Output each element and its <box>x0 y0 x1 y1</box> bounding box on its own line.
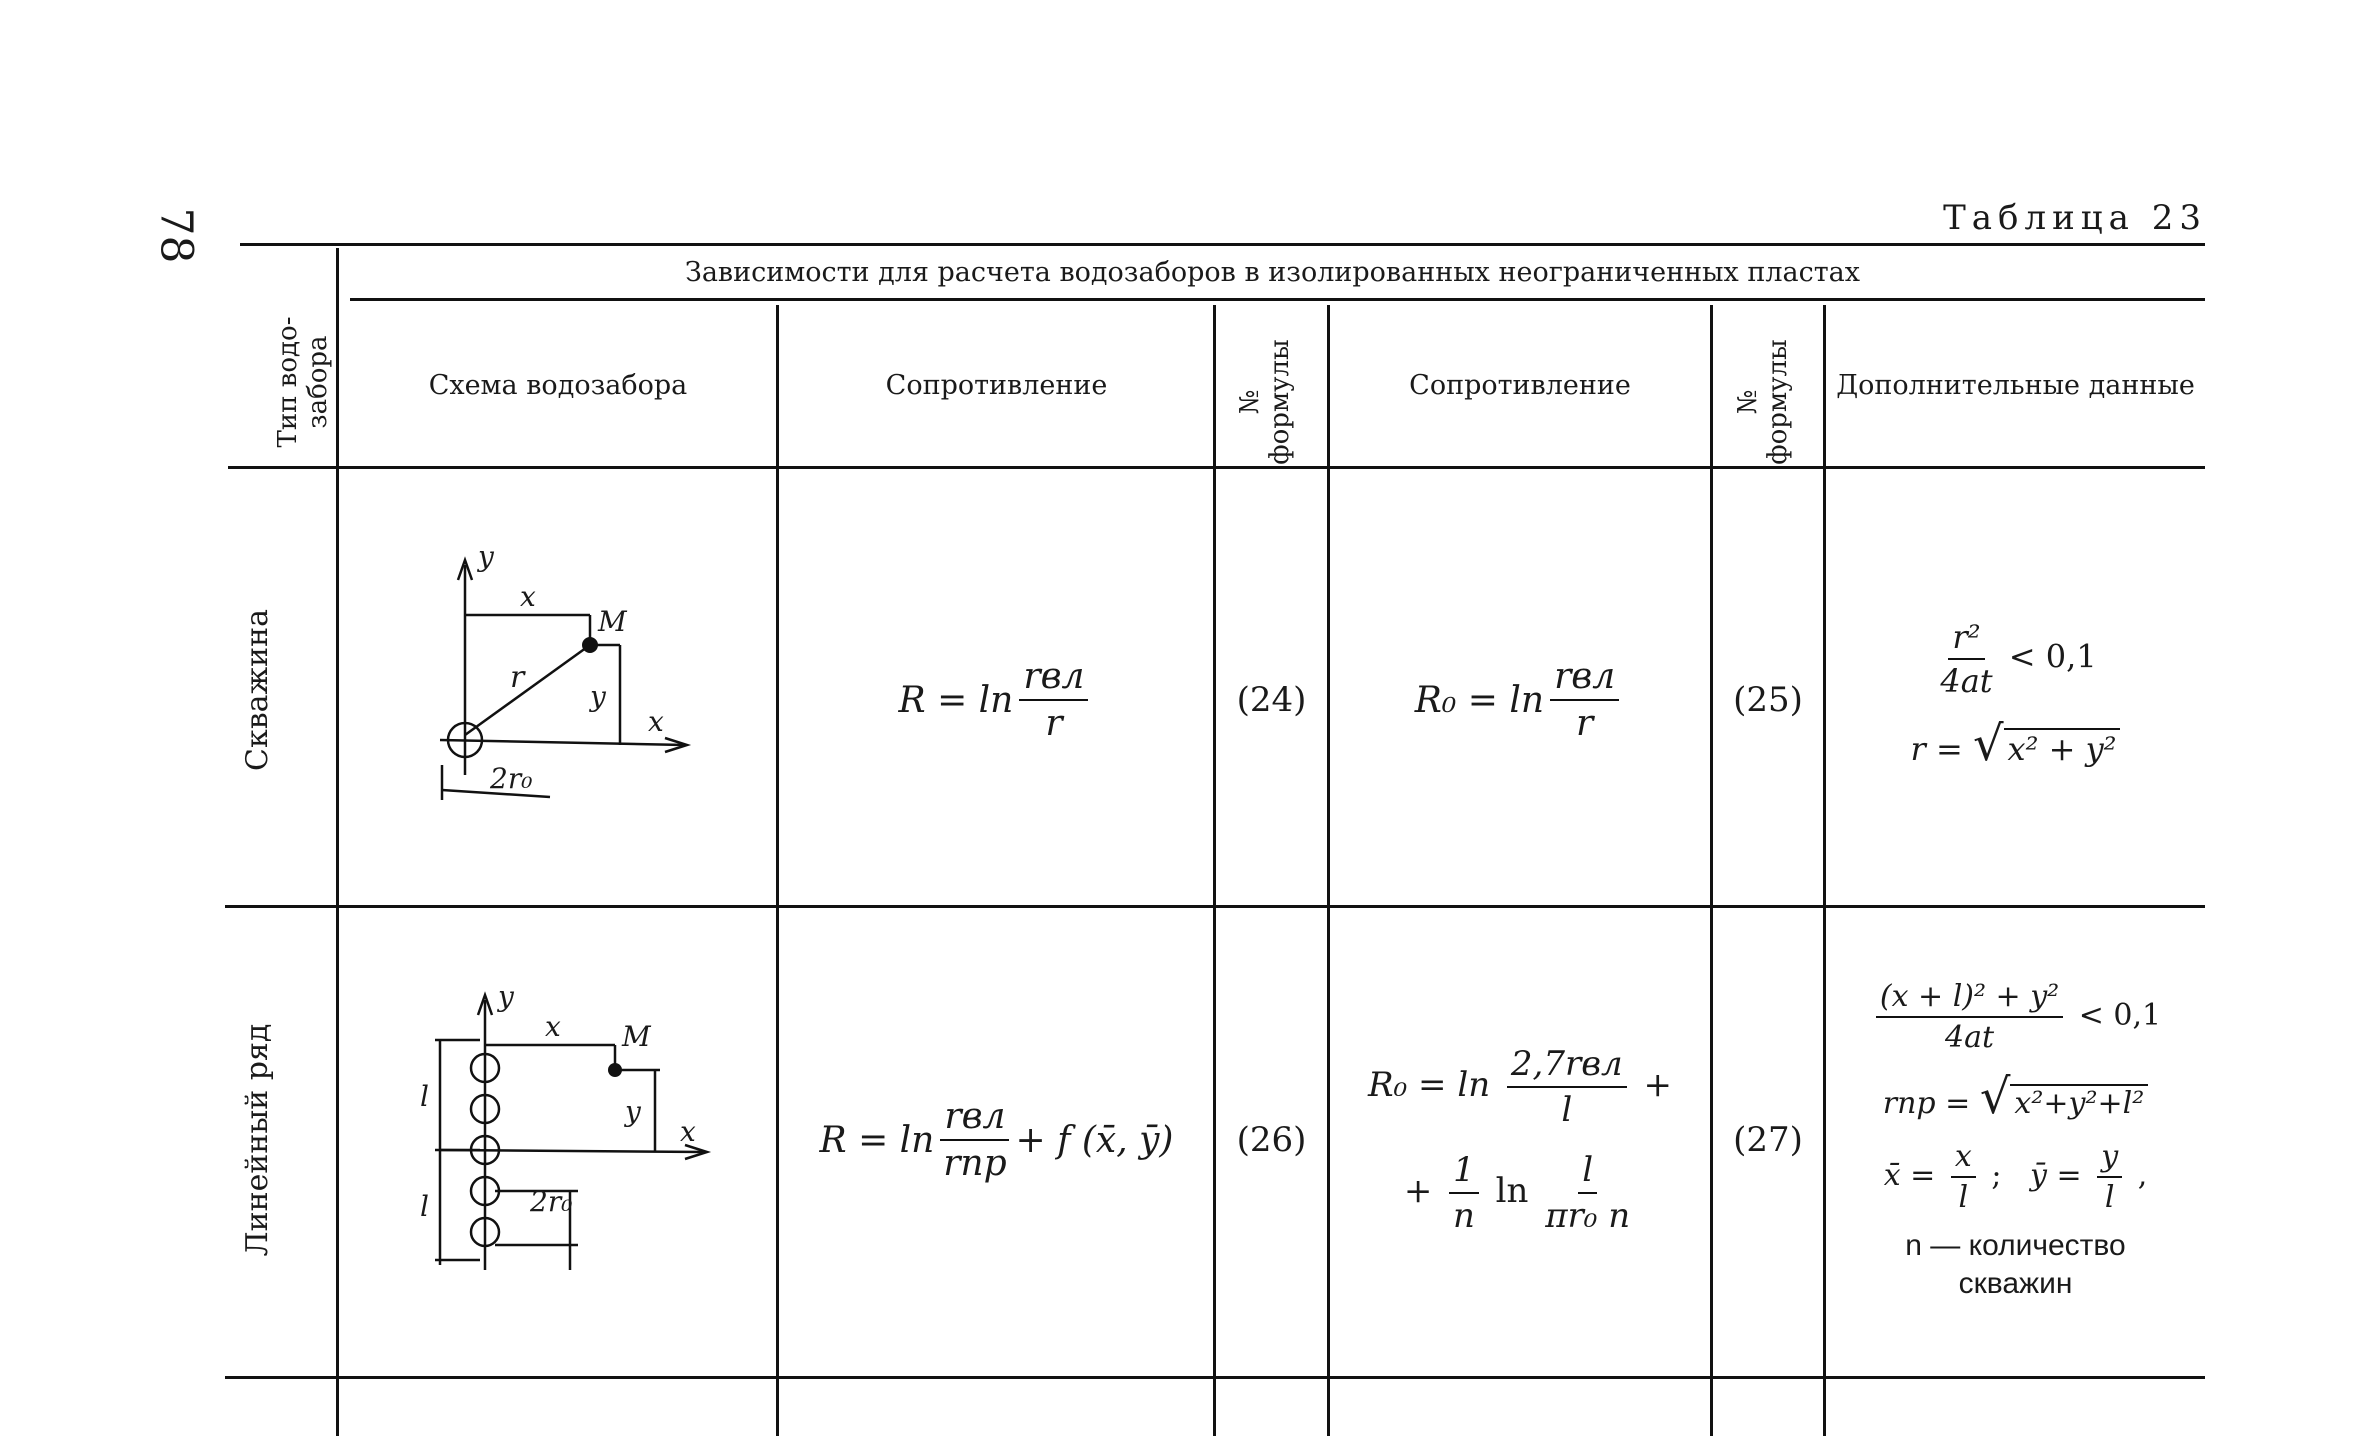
row1-scheme-label-x: x <box>520 580 536 613</box>
row2-scheme-label-x: x <box>545 1010 561 1043</box>
vrule-res1 <box>1213 305 1216 1436</box>
row2-extra-definition: rпр = √ x²+y²+l² <box>1883 1069 2149 1125</box>
row2-scheme-label-l2: l <box>420 1190 429 1223</box>
row2-formula-2 <box>1330 1020 1710 1260</box>
row2-scheme-label-m: M <box>622 1020 651 1053</box>
page-number: 78 <box>150 207 202 264</box>
row2-scheme-label-y: y <box>498 980 514 1013</box>
row1-scheme-label-r: r <box>510 660 525 695</box>
row2-formula-no-2: (27) <box>1733 1120 1803 1160</box>
row2-formula-2-line2: + $\frac{1}{n}$ ln $\frac{l}{\text{πr₀ n}}$ <box>1403 1150 1631 1236</box>
header-extra: Дополнительные данные <box>1836 369 2195 401</box>
header-formula-no-1: № формулы <box>1235 339 1295 465</box>
row1-scheme-label-x-axis: x <box>648 705 664 738</box>
row2-type: Линейный ряд <box>240 1023 275 1257</box>
row2-extra-note-1: n — количество <box>1905 1229 2126 1262</box>
rule-header-bottom <box>228 466 2205 469</box>
header-scheme: Схема водозабора <box>428 369 688 401</box>
table-title: Таблица 23 <box>1943 198 2207 238</box>
row1-scheme-label-y: y <box>478 540 494 573</box>
row2-extra-condition: $\frac{\text{(x + l)² + y²}}{4at}$ < 0,1 <box>1870 979 2161 1055</box>
vrule-res2 <box>1710 305 1713 1436</box>
vrule-no1 <box>1327 305 1330 1436</box>
row2-scheme-label-x-axis: x <box>680 1115 696 1148</box>
row1-formula-1: R = ln $\frac{\text{rвл}}{r}$ <box>780 600 1213 800</box>
header-resistance-2: Сопротивление <box>1409 369 1631 401</box>
row2-extra <box>1826 950 2205 1330</box>
row2-extra-note-2: скважин <box>1958 1267 2073 1300</box>
header-type: Тип водо- забора <box>273 316 333 448</box>
row2-scheme-label-l1: l <box>420 1080 429 1113</box>
row1-formula-no-2: (25) <box>1733 680 1803 720</box>
row1-scheme-label-y-side: y <box>590 680 606 713</box>
row1-formula-no-1: (24) <box>1236 680 1307 720</box>
row1-extra-condition: $\frac{\text{r²}}{4at}$ < 0,1 <box>1940 618 2097 700</box>
row1-formula-2: R₀ = ln $\frac{\text{rвл}}{r}$ <box>1330 600 1710 800</box>
rule-top <box>240 243 2205 246</box>
vrule-scheme <box>776 305 779 1436</box>
row1-scheme-diagram <box>420 535 720 815</box>
header-resistance-1: Сопротивление <box>885 369 1108 401</box>
row1-type: Скважина <box>240 609 275 771</box>
header-span-title: Зависимости для расчета водозаборов в изолированных неограниченных пластах <box>685 256 1860 288</box>
row2-scheme-label-y-side: y <box>625 1095 641 1128</box>
row2-scheme-label-r0: 2r₀ <box>530 1185 573 1218</box>
row2-formula-no-1: (26) <box>1236 1120 1307 1160</box>
row1-scheme-label-m: M <box>598 605 627 638</box>
row1-scheme-label-r0: 2r₀ <box>490 762 533 795</box>
row1-extra-definition: r = √ x² + y² <box>1911 716 2121 772</box>
row2-formula-2-line1: R₀ = ln $\frac{\text{2,7rвл}}{l}$ + <box>1368 1044 1672 1130</box>
row1-extra <box>1826 595 2205 795</box>
row2-extra-bars: x̄ = $\frac{x}{l}$ ; ȳ = $\frac{y}{l}$ , <box>1883 1139 2148 1215</box>
row2-formula-1: R = ln $\frac{\text{rвл}}{\text{rпр}}$ + f (x̄, ȳ) <box>819 1096 1174 1184</box>
header-formula-no-2: № формулы <box>1733 339 1793 465</box>
rule-span-under <box>350 298 2205 301</box>
